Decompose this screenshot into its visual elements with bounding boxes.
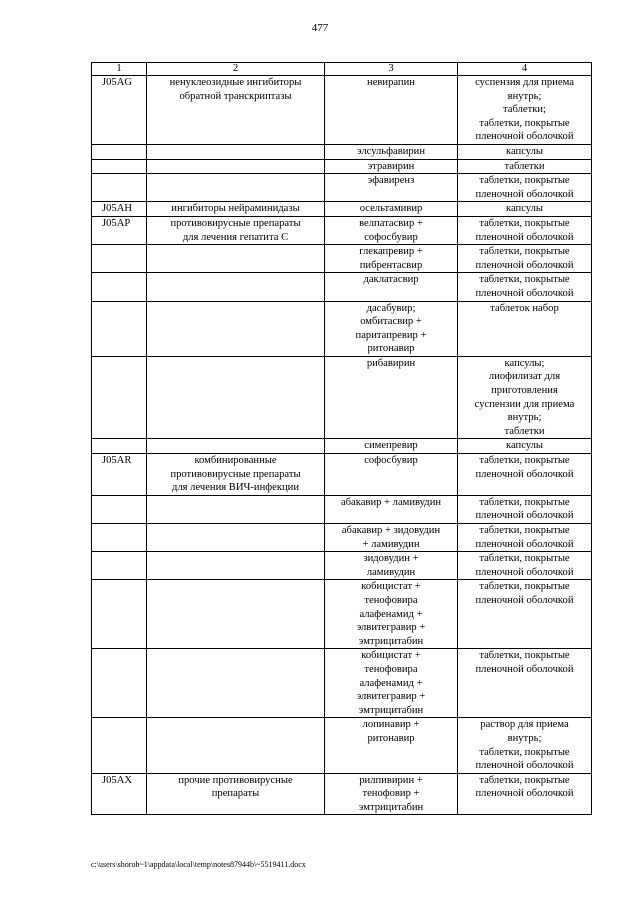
table-row	[92, 454, 592, 496]
cell-text-line: лопинавир +	[362, 719, 420, 731]
drug-cell	[325, 454, 458, 496]
cell-text-line: эмтрицитабин	[358, 801, 424, 813]
dosage-form-cell	[458, 76, 592, 145]
dosage-form-cell	[458, 245, 592, 273]
cell-text-line: невирапин	[367, 77, 415, 88]
cell-text-line: пленочной оболочкой	[475, 788, 574, 800]
cell-text-line: суспензии для приема	[474, 398, 575, 410]
table-row	[92, 273, 592, 301]
cell-text-line: таблетки, покрытые	[479, 774, 570, 786]
cell-text-line: препараты	[211, 788, 260, 800]
cell-text-line: алафенамид +	[359, 677, 423, 689]
atc-code-cell	[92, 495, 147, 523]
cell-text-line: элвитегравир +	[356, 622, 426, 634]
group-cell	[147, 356, 325, 439]
group-cell	[147, 454, 325, 496]
atc-code-cell	[92, 245, 147, 273]
atc-code-cell	[92, 552, 147, 580]
drug-cell	[325, 649, 458, 718]
group-cell	[147, 273, 325, 301]
dosage-form-cell	[458, 144, 592, 159]
group-cell	[147, 649, 325, 718]
cell-text-line: ненуклеозидные ингибиторы	[169, 77, 302, 88]
group-cell	[147, 495, 325, 523]
drug-cell	[325, 144, 458, 159]
cell-text-line: раствор для приема	[480, 719, 569, 731]
cell-text-line: симепревир	[364, 440, 418, 452]
cell-text-line: глекапревир +	[359, 246, 423, 258]
drug-cell	[325, 245, 458, 273]
atc-code-cell	[92, 718, 147, 773]
table-row	[92, 202, 592, 217]
cell-text-line: таблетки, покрытые	[479, 274, 570, 286]
atc-code-cell	[92, 649, 147, 718]
dosage-form-cell	[458, 301, 592, 356]
dosage-form-cell	[458, 356, 592, 439]
group-cell	[147, 174, 325, 202]
cell-text-line: пленочной оболочкой	[475, 131, 574, 143]
group-cell	[147, 76, 325, 145]
cell-text-line: прочие противовирусные	[178, 774, 293, 786]
drug-table	[91, 62, 592, 815]
cell-text-line: пленочной оболочкой	[475, 188, 574, 200]
group-cell	[147, 439, 325, 454]
drug-cell	[325, 159, 458, 174]
cell-text-line: капсулы	[505, 145, 543, 157]
cell-text-line: эфавиренз	[367, 175, 415, 187]
table-row	[92, 76, 592, 145]
cell-text-line: таблетки, покрытые	[479, 525, 570, 536]
atc-code-cell	[92, 356, 147, 439]
cell-text-line: таблеток набор	[490, 302, 559, 314]
cell-text-line: элсульфавирин	[356, 145, 426, 157]
cell-text-line: абакавир + зидовудин	[341, 525, 441, 536]
drug-cell	[325, 718, 458, 773]
cell-text-line: пленочной оболочкой	[475, 566, 574, 578]
atc-code-cell	[92, 439, 147, 454]
cell-text-line: ламивудин	[366, 566, 416, 578]
cell-text-line: таблетки, покрытые	[479, 455, 570, 467]
cell-text-line: рилпивирин +	[359, 774, 423, 786]
dosage-form-cell	[458, 454, 592, 496]
atc-code-cell	[92, 524, 147, 552]
drug-cell	[325, 273, 458, 301]
cell-text-line: таблетки, покрытые	[479, 553, 570, 565]
drug-cell	[325, 439, 458, 454]
group-cell	[147, 552, 325, 580]
dosage-form-cell	[458, 216, 592, 244]
cell-text-line: таблетки, покрытые	[479, 746, 570, 758]
table-row	[92, 649, 592, 718]
cell-text-line: таблетки;	[503, 104, 546, 116]
cell-text-line: пленочной оболочкой	[475, 468, 574, 480]
cell-text-line: паритапревир +	[355, 329, 427, 341]
cell-text-line: таблетки, покрытые	[479, 175, 570, 187]
group-cell	[147, 216, 325, 244]
cell-text-line: таблетки, покрытые	[479, 650, 570, 662]
atc-code-cell	[92, 273, 147, 301]
cell-text-line: внутрь;	[507, 90, 542, 102]
atc-code-cell: J05AH	[92, 202, 147, 217]
dosage-form-cell	[458, 773, 592, 815]
table-row	[92, 245, 592, 273]
atc-code-cell	[92, 144, 147, 159]
document-file-path: c:\users\shoroh~1\appdata\local\temp\notes87944b\~5519411.docx	[91, 860, 306, 869]
cell-text-line: этравирин	[367, 160, 415, 172]
cell-text-line: пленочной оболочкой	[475, 510, 574, 522]
table-row	[92, 144, 592, 159]
group-cell	[147, 580, 325, 649]
cell-text-line: капсулы;	[504, 357, 545, 369]
cell-text-line: эмтрицитабин	[358, 704, 424, 716]
cell-text-line: таблетки	[504, 160, 545, 172]
cell-text-line: таблетки, покрытые	[479, 117, 570, 129]
cell-text-line: пленочной оболочкой	[475, 594, 574, 606]
drug-cell	[325, 301, 458, 356]
cell-text-line: софосбувир	[364, 455, 418, 467]
cell-text-line: таблетки, покрытые	[479, 217, 570, 229]
cell-text-line: суспензия для приема	[475, 77, 574, 88]
cell-text-line: противовирусные препараты	[170, 468, 301, 480]
cell-text-line: софосбувир	[364, 231, 418, 243]
cell-text-line: тенофовир +	[362, 788, 420, 800]
group-cell	[147, 245, 325, 273]
cell-text-line: обратной транскриптазы	[179, 90, 292, 102]
drug-cell	[325, 495, 458, 523]
cell-text-line: пленочной оболочкой	[475, 538, 574, 550]
cell-text-line: тенофовира	[364, 663, 418, 675]
dosage-form-cell	[458, 552, 592, 580]
drug-cell	[325, 356, 458, 439]
group-cell	[147, 718, 325, 773]
cell-text-line: абакавир + ламивудин	[340, 496, 442, 508]
table-row	[92, 524, 592, 552]
dosage-form-cell	[458, 202, 592, 217]
cell-text-line: для лечения ВИЧ-инфекции	[171, 482, 299, 494]
table-row	[92, 552, 592, 580]
atc-code-cell: J05AR	[92, 454, 147, 496]
drug-cell	[325, 580, 458, 649]
dosage-form-cell	[458, 495, 592, 523]
table-row	[92, 216, 592, 244]
table-row	[92, 718, 592, 773]
group-cell	[147, 144, 325, 159]
column-header: 1	[92, 63, 147, 76]
cell-text-line: даклатасвир	[363, 274, 419, 286]
table-row	[92, 773, 592, 815]
dosage-form-cell	[458, 439, 592, 454]
drug-cell	[325, 76, 458, 145]
column-header: 3	[325, 63, 458, 76]
cell-text-line: ингибиторы нейраминидазы	[171, 203, 300, 215]
cell-text-line: пибрентасвир	[359, 259, 423, 271]
dosage-form-cell	[458, 159, 592, 174]
table-header-row	[92, 63, 592, 76]
cell-text-line: омбитасвир +	[360, 316, 422, 328]
group-cell	[147, 773, 325, 815]
cell-text-line: кобицистат +	[361, 650, 421, 662]
cell-text-line: тенофовира	[364, 594, 418, 606]
cell-text-line: ритонавир	[367, 732, 415, 744]
cell-text-line: пленочной оболочкой	[475, 287, 574, 299]
cell-text-line: для лечения гепатита С	[182, 231, 289, 243]
cell-text-line: дасабувир;	[366, 302, 416, 314]
atc-code-cell	[92, 580, 147, 649]
cell-text-line: велпатасвир +	[359, 217, 423, 229]
table-row	[92, 439, 592, 454]
drug-cell	[325, 552, 458, 580]
drug-cell	[325, 202, 458, 217]
cell-text-line: таблетки, покрытые	[479, 581, 570, 593]
drug-cell	[325, 216, 458, 244]
atc-code-cell	[92, 159, 147, 174]
drug-cell	[325, 524, 458, 552]
group-cell	[147, 159, 325, 174]
table-row	[92, 301, 592, 356]
cell-text-line: зидовудин +	[363, 553, 419, 565]
table-row	[92, 580, 592, 649]
cell-text-line: таблетки, покрытые	[479, 496, 570, 508]
page-number: 477	[311, 22, 329, 34]
cell-text-line: эмтрицитабин	[358, 635, 424, 647]
cell-text-line: пленочной оболочкой	[475, 259, 574, 271]
atc-code-cell	[92, 301, 147, 356]
cell-text-line: рибавирин	[366, 357, 416, 369]
cell-text-line: алафенамид +	[359, 608, 423, 620]
dosage-form-cell	[458, 524, 592, 552]
atc-code-cell: J05AG	[92, 76, 147, 145]
cell-text-line: таблетки	[504, 425, 545, 437]
drug-cell	[325, 174, 458, 202]
cell-text-line: ритонавир	[367, 343, 415, 355]
cell-text-line: + ламивудин	[362, 538, 420, 550]
group-cell	[147, 301, 325, 356]
cell-text-line: капсулы	[505, 440, 543, 452]
group-cell	[147, 202, 325, 217]
cell-text-line: комбинированные	[194, 455, 277, 467]
cell-text-line: пленочной оболочкой	[475, 231, 574, 243]
dosage-form-cell	[458, 580, 592, 649]
table-row	[92, 174, 592, 202]
dosage-form-cell	[458, 273, 592, 301]
table-row	[92, 356, 592, 439]
atc-code-cell: J05AX	[92, 773, 147, 815]
column-header: 2	[147, 63, 325, 76]
column-header: 4	[458, 63, 592, 76]
cell-text-line: таблетки, покрытые	[479, 246, 570, 258]
atc-code-cell: J05AP	[92, 216, 147, 244]
group-cell	[147, 524, 325, 552]
table-row	[92, 159, 592, 174]
cell-text-line: приготовления	[491, 385, 558, 397]
dosage-form-cell	[458, 174, 592, 202]
table-row	[92, 495, 592, 523]
cell-text-line: противовирусные препараты	[170, 217, 301, 229]
cell-text-line: внутрь;	[507, 412, 542, 424]
cell-text-line: пленочной оболочкой	[475, 663, 574, 675]
cell-text-line: лиофилизат для	[488, 371, 561, 383]
dosage-form-cell	[458, 718, 592, 773]
cell-text-line: кобицистат +	[361, 581, 421, 593]
dosage-form-cell	[458, 649, 592, 718]
cell-text-line: капсулы	[505, 203, 543, 215]
atc-code-cell	[92, 174, 147, 202]
table-body	[92, 63, 592, 815]
cell-text-line: осельтамивир	[359, 203, 423, 215]
cell-text-line: элвитегравир +	[356, 691, 426, 703]
cell-text-line: пленочной оболочкой	[475, 760, 574, 772]
drug-cell	[325, 773, 458, 815]
cell-text-line: внутрь;	[507, 732, 542, 744]
